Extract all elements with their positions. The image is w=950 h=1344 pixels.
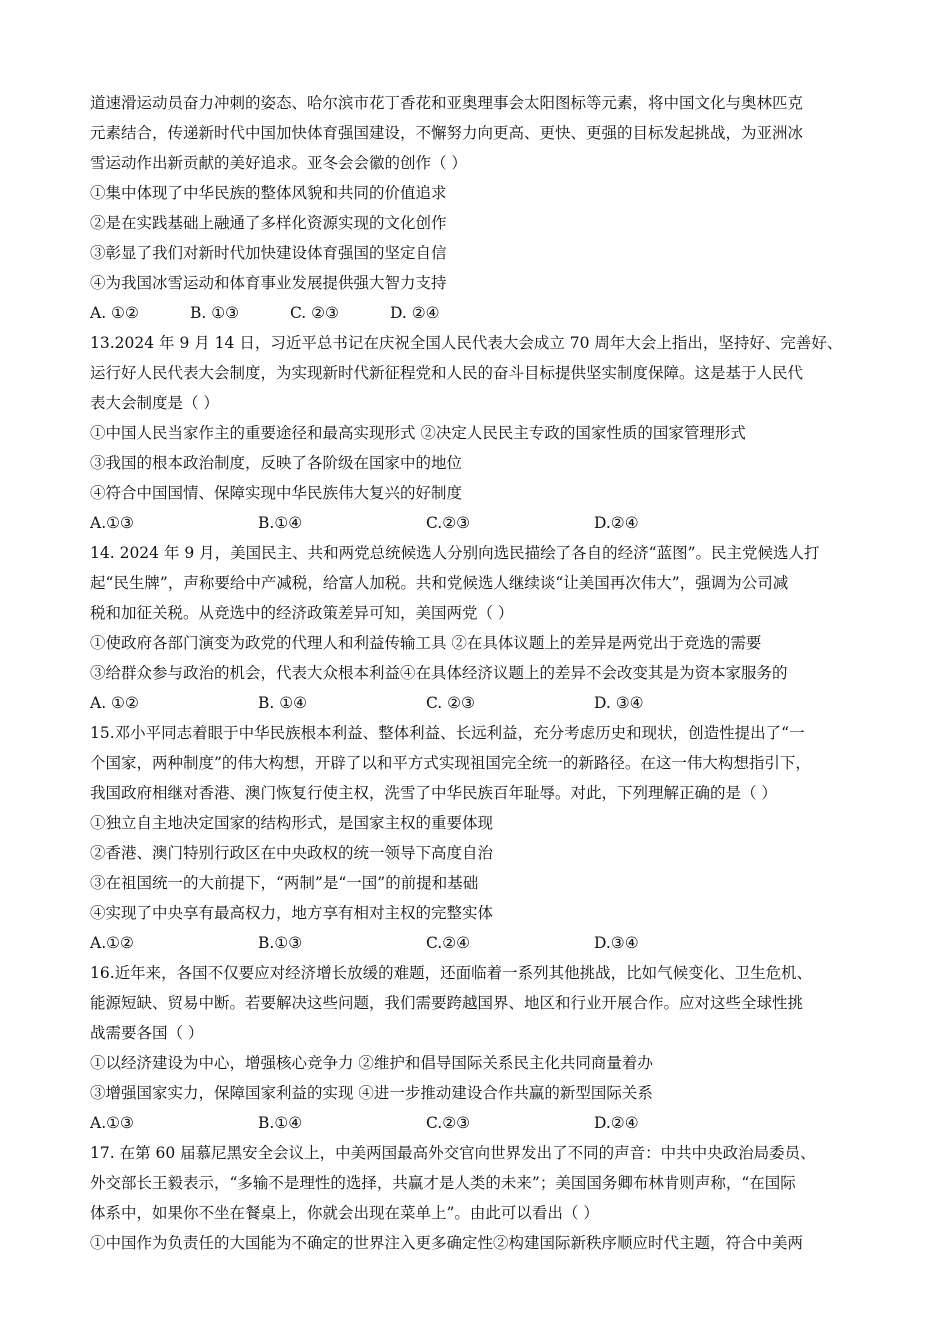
question-14 bbox=[90, 538, 880, 718]
question-stem-line: 表大会制度是（ ） bbox=[90, 394, 219, 412]
statement-item: ③增强国家实力，保障国家利益的实现 ④进一步推动建设合作共赢的新型国际关系 bbox=[90, 1084, 653, 1102]
answer-options bbox=[90, 928, 880, 958]
answer-option-c: C.②③ bbox=[426, 1114, 471, 1132]
question-stem-line: 16.近年来，各国不仅要应对经济增长放缓的难题，还面临着一系列其他挑战，比如气候变化、卫生危机、 bbox=[90, 964, 813, 982]
answer-option-a: A.①③ bbox=[90, 1114, 134, 1132]
question-16 bbox=[90, 958, 880, 1138]
statement-item: ③给群众参与政治的机会，代表大众根本利益④在具体经济议题上的差异不会改变其是为资本家服务的 bbox=[90, 664, 788, 682]
statement-item: ④为我国冰雪运动和体育事业发展提供强大智力支持 bbox=[90, 274, 447, 292]
answer-options bbox=[90, 508, 880, 538]
statement-item: ④实现了中央享有最高权力，地方享有相对主权的完整实体 bbox=[90, 904, 494, 922]
question-stem-line: 13.2024 年 9 月 14 日，习近平总书记在庆祝全国人民代表大会成立 70 周年大会上指出，坚持好、完善好、 bbox=[90, 334, 843, 352]
statement-item: ②是在实践基础上融通了多样化资源实现的文化创作 bbox=[90, 214, 447, 232]
question-stem-line: 外交部长王毅表示，“多输不是理性的选择，共赢才是人类的未来”；美国国务卿布林肯则声称，“在国际 bbox=[90, 1174, 796, 1192]
question-stem-line: 元素结合，传递新时代中国加快体育强国建设，不懈努力向更高、更快、更强的目标发起挑战，为亚洲冰 bbox=[90, 124, 804, 142]
answer-option-b: B.①④ bbox=[258, 514, 303, 532]
question-stem-line: 我国政府相继对香港、澳门恢复行使主权，洗雪了中华民族百年耻辱。对此，下列理解正确的是（ ） bbox=[90, 784, 777, 802]
answer-option-c: C. ②③ bbox=[290, 304, 339, 322]
statement-item: ①以经济建设为中心，增强核心竞争力 ②维护和倡导国际关系民主化共同商量着办 bbox=[90, 1054, 653, 1072]
question-stem-line: 17. 在第 60 届慕尼黑安全会议上，中美两国最高外交官向世界发出了不同的声音：中共中央政治局委员、 bbox=[90, 1144, 816, 1162]
statement-item: ①集中体现了中华民族的整体风貌和共同的价值追求 bbox=[90, 184, 447, 202]
statement-item: ①中国作为负责任的大国能为不确定的世界注入更多确定性②构建国际新秩序顺应时代主题，符合中美两 bbox=[90, 1234, 804, 1252]
question-stem-line: 税和加征关税。从竞选中的经济政策差异可知，美国两党（ ） bbox=[90, 604, 514, 622]
question-stem-line: 体系中，如果你不坐在餐桌上，你就会出现在菜单上”。由此可以看出（ ） bbox=[90, 1204, 599, 1222]
answer-option-a: A. ①② bbox=[90, 694, 139, 712]
question-12 bbox=[90, 88, 880, 328]
statement-item: ③在祖国统一的大前提下，“两制”是“一国”的前提和基础 bbox=[90, 874, 479, 892]
question-stem-line: 能源短缺、贸易中断。若要解决这些问题，我们需要跨越国界、地区和行业开展合作。应对这些全球性挑 bbox=[90, 994, 804, 1012]
answer-option-b: B. ①③ bbox=[190, 304, 240, 322]
answer-option-a: A. ①② bbox=[90, 304, 139, 322]
question-15 bbox=[90, 718, 880, 958]
answer-option-b: B.①③ bbox=[258, 934, 303, 952]
answer-option-d: D. ②④ bbox=[390, 304, 440, 322]
statement-item: ①独立自主地决定国家的结构形式，是国家主权的重要体现 bbox=[90, 814, 494, 832]
question-stem-line: 雪运动作出新贡献的美好追求。亚冬会会徽的创作（ ） bbox=[90, 154, 467, 172]
answer-option-d: D.③④ bbox=[594, 934, 639, 952]
question-13 bbox=[90, 328, 880, 538]
page-content bbox=[90, 88, 880, 1258]
statement-item: ②香港、澳门特别行政区在中央政权的统一领导下高度自治 bbox=[90, 844, 494, 862]
answer-options bbox=[90, 688, 880, 718]
statement-item: ①中国人民当家作主的重要途径和最高实现形式 ②决定人民民主专政的国家性质的国家管理形式 bbox=[90, 424, 746, 442]
answer-option-b: B. ①④ bbox=[258, 694, 308, 712]
question-17 bbox=[90, 1138, 880, 1258]
answer-option-a: A.①② bbox=[90, 934, 134, 952]
question-stem-line: 个国家，两种制度”的伟大构想，开辟了以和平方式实现祖国完全统一的新路径。在这一伟大构想指引下， bbox=[90, 754, 811, 772]
statement-item: ④符合中国国情、保障实现中华民族伟大复兴的好制度 bbox=[90, 484, 463, 502]
question-stem-line: 15.邓小平同志着眼于中华民族根本利益、整体利益、长远利益，充分考虑历史和现状，创造性提出了“一 bbox=[90, 724, 805, 742]
question-stem-line: 战需要各国（ ） bbox=[90, 1024, 204, 1042]
answer-options bbox=[90, 1108, 880, 1138]
answer-option-d: D. ③④ bbox=[594, 694, 644, 712]
answer-option-c: C.②③ bbox=[426, 514, 471, 532]
answer-option-a: A.①③ bbox=[90, 514, 134, 532]
question-stem-line: 道速滑运动员奋力冲刺的姿态、哈尔滨市花丁香花和亚奥理事会太阳图标等元素，将中国文化与奥林匹克 bbox=[90, 94, 804, 112]
answer-option-b: B.①④ bbox=[258, 1114, 303, 1132]
question-stem-line: 起“民生牌”，声称要给中产减税，给富人加税。共和党候选人继续谈“让美国再次伟大”，强调为公司减 bbox=[90, 574, 789, 592]
answer-options bbox=[90, 298, 880, 328]
question-stem-line: 运行好人民代表大会制度，为实现新时代新征程党和人民的奋斗目标提供坚实制度保障。这是基于人民代 bbox=[90, 364, 804, 382]
statement-item: ③彰显了我们对新时代加快建设体育强国的坚定自信 bbox=[90, 244, 447, 262]
answer-option-c: C. ②③ bbox=[426, 694, 475, 712]
answer-option-c: C.②④ bbox=[426, 934, 471, 952]
statement-item: ①使政府各部门演变为政党的代理人和利益传输工具 ②在具体议题上的差异是两党出于竞选的需要 bbox=[90, 634, 762, 652]
statement-item: ③我国的根本政治制度，反映了各阶级在国家中的地位 bbox=[90, 454, 463, 472]
answer-option-d: D.②④ bbox=[594, 514, 639, 532]
answer-option-d: D.②④ bbox=[594, 1114, 639, 1132]
question-stem-line: 14. 2024 年 9 月，美国民主、共和两党总统候选人分别向选民描绘了各自的经济“蓝图”。民主党候选人打 bbox=[90, 544, 820, 562]
